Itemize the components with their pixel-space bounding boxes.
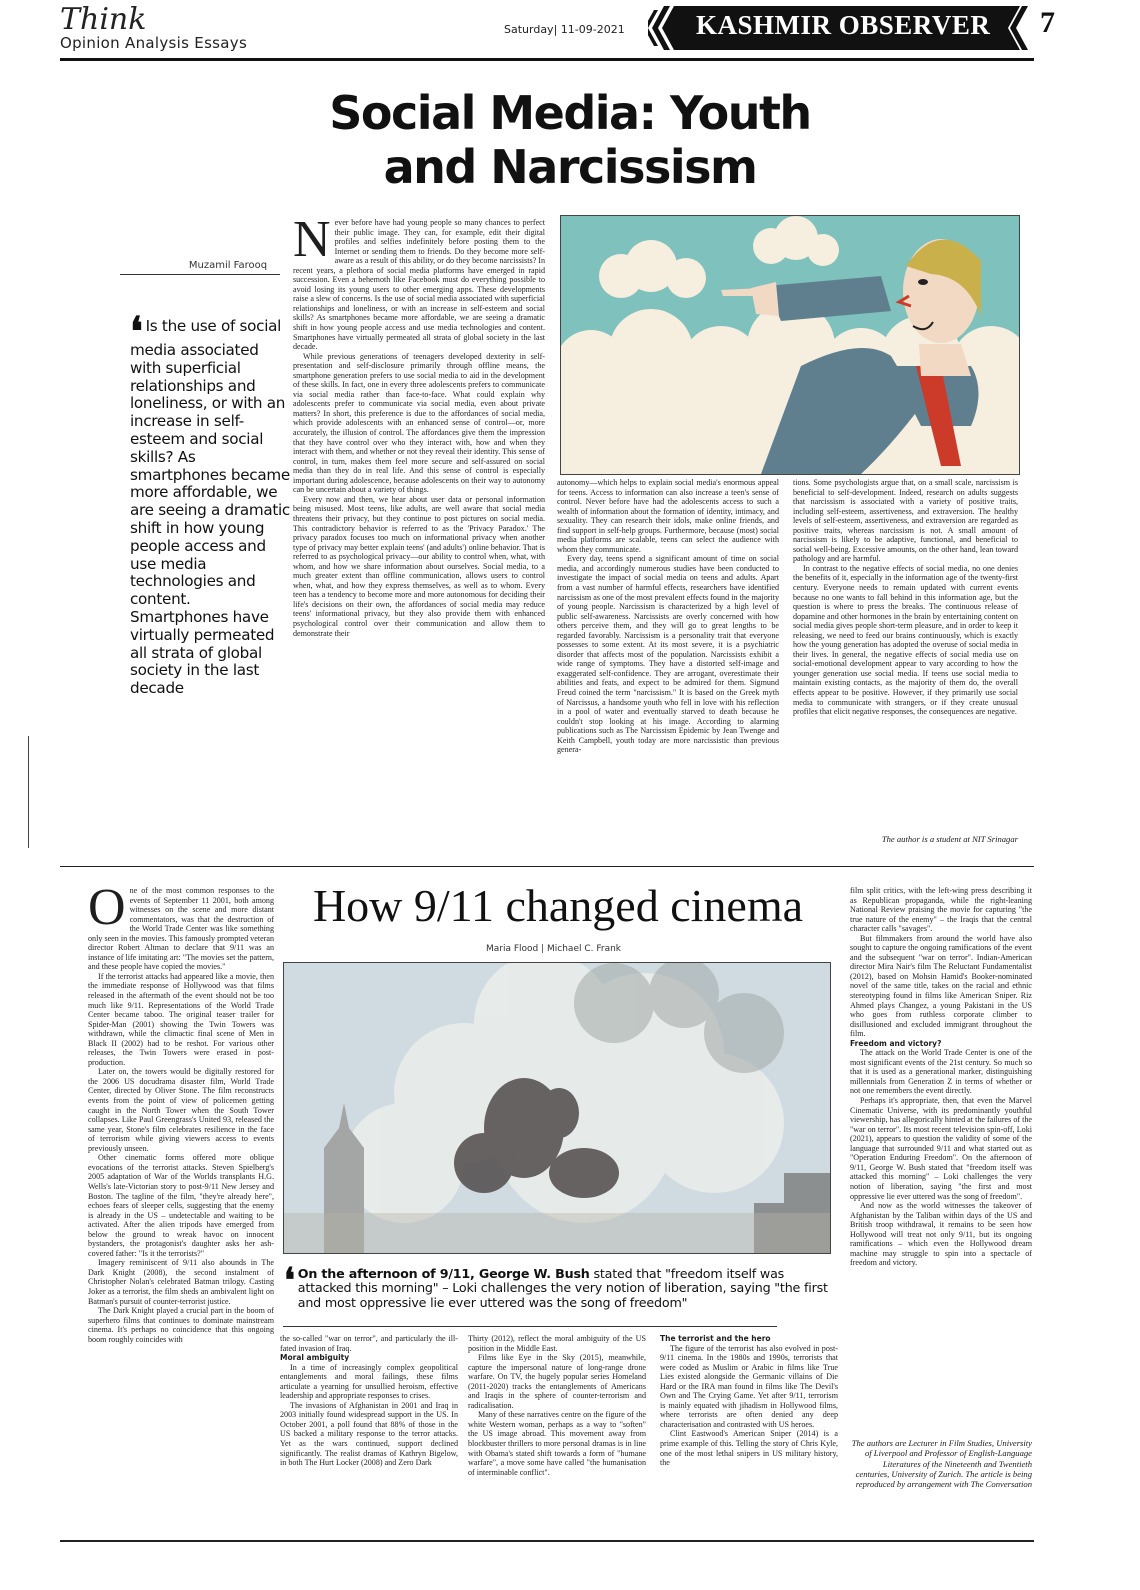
quote-mark-icon: ❛: [284, 1263, 295, 1300]
pull-quote-rule: [283, 1326, 777, 1327]
paragraph: Films like Eye in the Sky (2015), meanwhile, capture the impersonal nature of long-range drone warfare. On TV, the hugely popular series Homeland (2011-2020) tracks the entanglements of Americans and Iraqis in the sphere of counter-terrorism and radicalisation.: [468, 1353, 646, 1410]
article-divider: [60, 866, 1034, 867]
paragraph: The invasions of Afghanistan in 2001 and Iraq in 2003 initially found widespread support in the US. In October 2001, a poll found that 88% of those in the US backed a military response to the terror attacks. Yet as the wars continued, support declined significantly. The realist dramas of Kathryn Bigelow, in both The Hurt Locker (2008) and Zero Dark: [280, 1400, 458, 1468]
wtc-smoke-painting: [283, 962, 831, 1254]
article1-column-3: [793, 478, 1018, 838]
paragraph: The Dark Knight played a crucial part in the boom of superhero films that continues to dominate mainstream cinema. It's perhaps no coincidence that this ongoing boom roughly coincides with: [88, 1306, 274, 1344]
paragraph: film split critics, with the left-wing press describing it as Republican propaganda, while the right-leaning National Review praising the movie for capturing "the true nature of the enemy" – the Iraqis that the central character calls "savages".: [850, 886, 1032, 934]
paragraph: Thirty (2012), reflect the moral ambiguity of the US position in the Middle East.: [468, 1334, 646, 1353]
pull-quote-text: Is the use of social media associated with superficial relationships and loneliness, or with an increase in self-esteem and social skills? As smartphones became more affordable, we are seeing a dramatic shift in how young people access and use media technologies and content. Smartphones have virtually permeated all strata of global society in the last decade: [130, 317, 290, 698]
paragraph: The figure of the terrorist has also evolved in post-9/11 cinema. In the 1980s and 1990s, terrorists that were coded as Muslim or Arabic in films like True Lies existed alongside the Germanic villains of Die Hard or the IRA man found in films like The Devil's Own and The Crying Game. Yet after 9/11, terrorism is mainly equated with jihadism in Hollywood films, where terrorists are often denied any deep characterisation and contrasted with US heroes.: [660, 1343, 838, 1429]
paragraph: Perhaps it's appropriate, then, that even the Marvel Cinematic Universe, with its predominantly youthful viewership, has allegorically hinted at the failures of the "war on terror". Its most recent television spin-off, Loki (2021), appears to question the validity of some of the language that surrounded 9/11 and what started out as "Operation Enduring Freedom". On the afternoon of 9/11, George W. Bush stated that "freedom itself was attacked this morning" – Loki challenges the very notion of liberation, saying "the first and most oppressive lie ever uttered was the song of freedom".: [850, 1096, 1032, 1201]
paragraph: the so-called "war on terror", and particularly the ill-fated invasion of Iraq.: [280, 1334, 458, 1353]
article1-headline: Social Media: Youth and Narcissism: [329, 86, 811, 194]
article2-column-3: [468, 1334, 646, 1534]
paragraph: Many of these narratives centre on the figure of the white Western woman, perhaps as a way to "soften" the US image abroad. This movement away from blockbuster thrillers to more personal dramas is in line with Obama's stated shift towards a form of "humane warfare", a move some have called "the humanisation of interminable conflict".: [468, 1410, 646, 1477]
newspaper-name: KASHMIR OBSERVER: [696, 10, 991, 40]
paragraph: tions. Some psychologists argue that, on a small scale, narcissism is beneficial to self-development. Indeed, research on adults suggests that narcissism is associated with a variety of positive traits, including self-esteem, assertiveness, and extraversion. The healthy levels of self-esteem, assertiveness, and extraversion are regarded as positive traits, whereas narcissism is not. A small amount of narcissism is likely to be adaptive, functional, and beneficial to social well-being. Excessive amounts, on the other hand, lean toward pathology and are harmful.: [793, 478, 1018, 564]
paragraph: In a time of increasingly complex geopolitical entanglements and moral failings, these films articulate a yearning for unsullied heroism, effective leadership and appropriate responses to crises.: [280, 1362, 458, 1401]
article2-pull-quote: [284, 1263, 832, 1310]
paragraph: In contrast to the negative effects of social media, no one denies the benefits of it, especially in the information age of the twenty-first century. Everyone needs to remain updated with current events because no one wants to fall behind in this information age, but the question is where to press the breaks. The continuous release of dopamine and other hormones in the brain by entertaining content on social media gives people short-term pleasure, and in order to keep it releasing, we need to feed our brains continuously, which is exactly how the young generation has adopted the overuse of social media in their lives. In general, the negative effects of social media use on social-emotional development appear to vary according to how the younger generation use social media. If teens use social media to maintain existing contacts, as the majority of them do, the overall effects appear to be positive. However, if they primarily use social media to communicate with strangers, or if they create unusual profiles that elicit negative responses, the consequences are negative.: [793, 563, 1018, 717]
article2-column-2: [280, 1334, 458, 1534]
article1-pull-quote: [130, 309, 290, 698]
article2-author-note: The authors are Lecturer in Film Studies, University of Liverpool and Professor of English-Language Literatures of the Nineteenth and Twentieth centuries, University of Zurich. The article is being reproduced by arrangement with The Conversation: [851, 1438, 1032, 1490]
footer-rule: [60, 1540, 1034, 1542]
paragraph: Every day, teens spend a significant amount of time on social media, and accordingly numerous studies have been conducted to investigate the impact of social media on teens and adults. Apart from a vast number of harmful effects, researchers have identified narcissism as one of the most prevalent effects found in the majority of young people. Narcissism is characterized by a high level of public self-awareness. Narcissists are overly concerned with how others perceive them, and they will go to great lengths to be regarded favorably. Narcissism is a personality trait that everyone possesses to some extent. At its most severe, it is a psychiatric disorder that affects most of the population. Narcissists exhibit a wide range of symptoms. They have a distorted self-image and exaggerated self-confidence. They are arrogant, overestimate their abilities and feats, and expect to be admired for them. Sigmund Freud coined the term "narcissism." It is based on the Greek myth of Narcissus, a handsome youth who fell in love with his reflection in a pool of water and eventually starved to death because he couldn't stop looking at his image. According to alarming publications such as The Narcissism Epidemic by Jean Twenge and Keith Campbell, youth today are more narcissistic than previous genera-: [557, 554, 779, 755]
paragraph: Later on, the towers would be digitally restored for the 2006 US docudrama disaster film, World Trade Center, directed by Oliver Stone. The film reconstructs events from the point of view of policemen getting caught in the North Tower when the South Tower collapses. Like Paul Greengrass's United 93, released the same year, Stone's film celebrates resilience in the face of terrorism while giving viewers access to events previously unseen.: [88, 1067, 274, 1153]
paragraph: If the terrorist attacks had appeared like a movie, then the immediate response of Hollywood was that films released in the aftermath of the event should not be too much like 9/11. Representations of the World Trade Center became taboo. The original teaser trailer for Spider-Man (2001) showing the Twin Towers was withdrawn, while the climactic final scene of Men in Black II (2002) had to be reshot. For various other releases, the Twin Towers were erased in post-production.: [88, 971, 274, 1067]
article1-author-note: The author is a student at NIT Srinagar: [881, 834, 1018, 844]
paragraph: Every now and then, we hear about user data or personal information being misused. Most teens, like adults, are well aware that social media threatens their privacy, but they continue to post pictures on social media. This contradictory behavior is referred to as the 'Privacy Paradox.' The privacy paradox focuses too much on informational privacy when another type of privacy may better explain teens' (and adults') online behavior. That is referred to as psychological privacy—our ability to control when, what, with whom, and how we share information about ourselves. Social media, to a much greater extent than offline communication, allows users to control when, what, and how they express themselves, as well as to whom. Every teen has a tendency to become more and more autonomous for deciding their life's decisions on their own, the affordances of social media may reduce teens' informational privacy, but they also provide them with enhanced psychological control over their communication and allow them to demonstrate their: [293, 494, 545, 638]
paragraph: ever before have had young people so many chances to perfect their public image. They can, for example, edit their digital profiles and selfies indefinitely before posting them to the Internet or sending them to friends. Do they become more self-aware as a result of this ability, or do they become narcissists? In recent years, a plethora of social media platforms have emerged in rapid succession. Even a behemoth like Facebook must do everything possible to avoid losing its young users to other emerging apps. These developments raise a slew of concerns. Is the use of social media associated with superficial relationships and loneliness, or with an increase in self-esteem and social skills? As smartphones became more affordable, we are seeing a dramatic shift in how young people access and use media technologies and content. Smartphones have virtually permeated all strata of global society in the last decade.: [293, 218, 545, 352]
paragraph: Clint Eastwood's American Sniper (2014) is a prime example of this. Telling the story of Chris Kyle, one of the most lethal snipers in US military history, the: [660, 1429, 838, 1468]
pointing-man-illustration: [560, 215, 1020, 475]
article2-byline: Maria Flood | Michael C. Frank: [486, 944, 622, 954]
article2-column-4: [660, 1334, 838, 1534]
paragraph: But filmmakers from around the world have also sought to capture the ongoing ramifications of the event and the subsequent "war on terror". Indian-American director Mira Nair's film The Reluctant Fundamentalist (2012), based on Mohsin Hamid's Booker-nominated novel of the same title, takes on the racial and ethnic stereotyping found in films like American Sniper. Riz Ahmed plays Changez, a young Pakistani in the US who goes from ruthless corporate climber to disillusioned and excluded immigrant throughout the film.: [850, 933, 1032, 1039]
article2-headline: How 9/11 changed cinema: [312, 880, 804, 931]
quote-mark-icon: ❛: [130, 309, 143, 354]
subhead-moral-ambiguity: Moral ambiguity: [280, 1353, 350, 1363]
page-number: 7: [1040, 6, 1055, 39]
article2-column-1: [88, 886, 274, 1526]
paragraph: The attack on the World Trade Center is one of the most significant events of the 21st century. So much so that it is used as a generational marker, distinguishing millennials from Generation Z in terms of whether or not one remembers the event directly.: [850, 1048, 1032, 1096]
paragraph: ne of the most common responses to the events of September 11 2001, both among witnesses on the scene and more distant commentators, was that the destruction of the World Trade Center was like something only seen in the movies. This famously prompted veteran director Robert Altman to declare that 9/11 was an instance of life imitating art: "The movies set the pattern, and these people have copied the movies.": [88, 886, 274, 972]
subhead-terrorist-hero: The terrorist and the hero: [660, 1334, 771, 1343]
paragraph: While previous generations of teenagers developed dexterity in self-presentation and self-disclosure primarily through offline means, the smartphone generation prefers to use social media to aid in the development of these skills. In fact, one in every three adolescents prefers to communicate via social media rather than face-to-face. What could explain why adolescents prefer to communicate via social media, even about private matters? In short, this preference is due to the affordances of social media, which provide adolescents with an enhanced sense of control—or, more accurately, the illusion of control. The affordances give them the impression that they have control over who they interact with, how and when they interact with them, and whether or not they reveal their identity. This sense of control, in turn, makes them feel more secure and self-assured on social media than they do in real life. And this sense of control is especially important during adolescence, because adolescents on their way to autonomy can be uncertain about a variety of things.: [293, 351, 545, 495]
margin-line: [28, 736, 29, 848]
paragraph: Imagery reminiscent of 9/11 also abounds in The Dark Knight (2008), the second instalment of Christopher Nolan's celebrated Batman trilogy. Casting Joker as a terrorist, the film sheds an ambivalent light on Batman's pursuit of counter-terrorist justice.: [88, 1258, 274, 1306]
drop-cap: O: [88, 886, 126, 936]
article1-byline: Muzamil Farooq: [188, 260, 268, 271]
pull-quote-bold: On the afternoon of 9/11, George W. Bush: [297, 1266, 590, 1281]
pull-quote-text: stated that "freedom itself was attacked this morning" – Loki challenges the very notion of liberation, saying "the first and most oppressive lie ever uttered was the song of freedom": [297, 1266, 828, 1310]
header-rule: [60, 58, 1034, 61]
paragraph: autonomy—which helps to explain social media's enormous appeal for teens. Access to information can also increase a teen's sense of control. Never before have had the adolescents access to such a wealth of information about the formation of identity, intimacy, and sexuality. They can research their idols, make online friends, and find support in self-help groups. Furthermore, because (most) social media platforms are scalable, teens can select the audience with whom they communicate.: [557, 478, 779, 554]
section-name: Think: [60, 2, 147, 37]
byline-rule: [120, 274, 280, 275]
article1-column-1: [293, 218, 545, 858]
paragraph: And now as the world witnesses the takeover of Afghanistan by the Taliban within days of the US and British troop withdrawal, it remains to be seen how Hollywood will treat not only 9/11, but its ongoing ramifications – which even the Hollywood dream machine may struggle to spin into a spectacle of freedom and victory.: [850, 1201, 1032, 1268]
section-subtitle: Opinion Analysis Essays: [60, 34, 248, 52]
paragraph: Other cinematic forms offered more oblique evocations of the terrorist attacks. Steven Spielberg's 2005 adaptation of War of the Worlds transplants H.G. Wells's late-Victorian story to post-9/11 New Jersey and Boston. The tagline of the film, "they're already here", echoes fears of sleeper cells, suggesting that the enemy is already in the US – undetectable and waiting to be activated. After the alien tripods have emerged from below the ground to wreak havoc on innocent bystanders, the protagonist's daughter asks her ash-covered father: "Is it the terrorists?": [88, 1153, 274, 1258]
drop-cap: N: [293, 218, 331, 268]
article1-column-2: [557, 478, 779, 860]
article2-column-5: [850, 886, 1032, 1434]
issue-date: Saturday| 11-09-2021: [504, 23, 625, 36]
subhead-freedom-victory: Freedom and victory?: [850, 1038, 942, 1048]
